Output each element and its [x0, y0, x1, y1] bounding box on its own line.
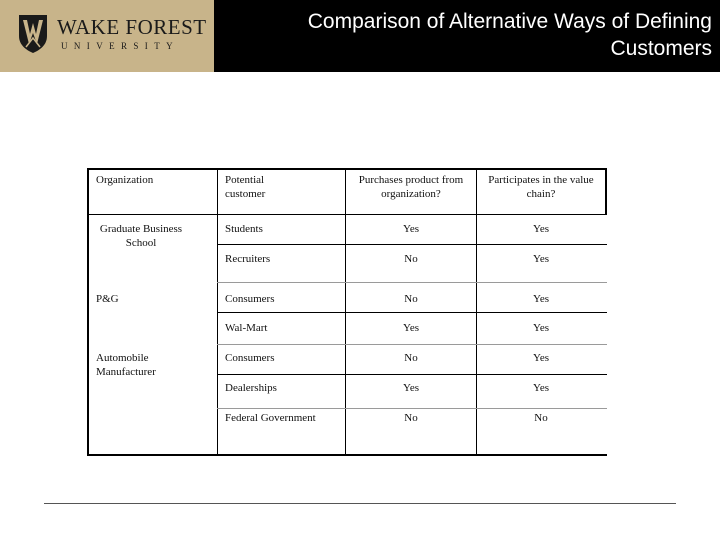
table-cell-purchases: No: [404, 293, 418, 305]
header-purchases: Purchases product from organization?: [358, 174, 464, 200]
footer-divider: [44, 503, 676, 504]
row-divider: [217, 344, 607, 345]
table-cell-customer: Wal-Mart: [225, 322, 268, 334]
table-cell-customer: Federal Government: [225, 412, 316, 424]
table-cell-customer: Consumers: [225, 293, 275, 305]
table-cell-participates: Yes: [532, 322, 549, 334]
table-cell-organization: P&G: [96, 293, 119, 305]
row-divider: [217, 408, 607, 409]
header-participates: Participates in the value chain?: [488, 174, 594, 200]
title-bar: [214, 0, 720, 72]
logo-subtitle: UNIVERSITY: [61, 41, 179, 51]
header-divider: [87, 214, 607, 215]
row-divider: [217, 282, 607, 283]
customer-definition-table: [87, 168, 607, 456]
table-cell-purchases: No: [404, 352, 418, 364]
table-cell-customer: Dealerships: [225, 382, 277, 394]
table-cell-organization: Graduate Business School: [99, 223, 183, 249]
table-cell-customer: Students: [225, 223, 263, 235]
table-cell-purchases: No: [404, 253, 418, 265]
table-border-bottom: [87, 454, 607, 456]
table-cell-participates: No: [534, 412, 548, 424]
table-cell-participates: Yes: [532, 382, 549, 394]
table-cell-customer: Consumers: [225, 352, 275, 364]
row-divider: [217, 374, 607, 375]
table-cell-customer: Recruiters: [225, 253, 271, 265]
wake-forest-shield-icon: [18, 14, 48, 54]
table-border-left: [87, 168, 89, 456]
page-title: Comparison of Alternative Ways of Defining Customers: [307, 10, 712, 60]
header-organization: Organization: [96, 174, 154, 186]
table-cell-participates: Yes: [532, 293, 549, 305]
table-cell-participates: Yes: [532, 352, 549, 364]
table-border-right: [605, 168, 607, 214]
row-divider: [217, 312, 607, 313]
table-cell-participates: Yes: [532, 253, 549, 265]
table-cell-purchases: Yes: [402, 322, 419, 334]
table-cell-purchases: No: [404, 412, 418, 424]
logo-wordmark: WAKE FOREST: [57, 15, 207, 39]
logo-panel: [0, 0, 214, 72]
table-cell-participates: Yes: [532, 223, 549, 235]
table-border-top: [87, 168, 607, 170]
header-potential-customer: Potential customer: [225, 174, 266, 200]
row-divider: [217, 244, 607, 245]
table-cell-purchases: Yes: [402, 382, 419, 394]
table-cell-purchases: Yes: [402, 223, 419, 235]
table-cell-organization: Automobile Manufacturer: [96, 352, 156, 378]
